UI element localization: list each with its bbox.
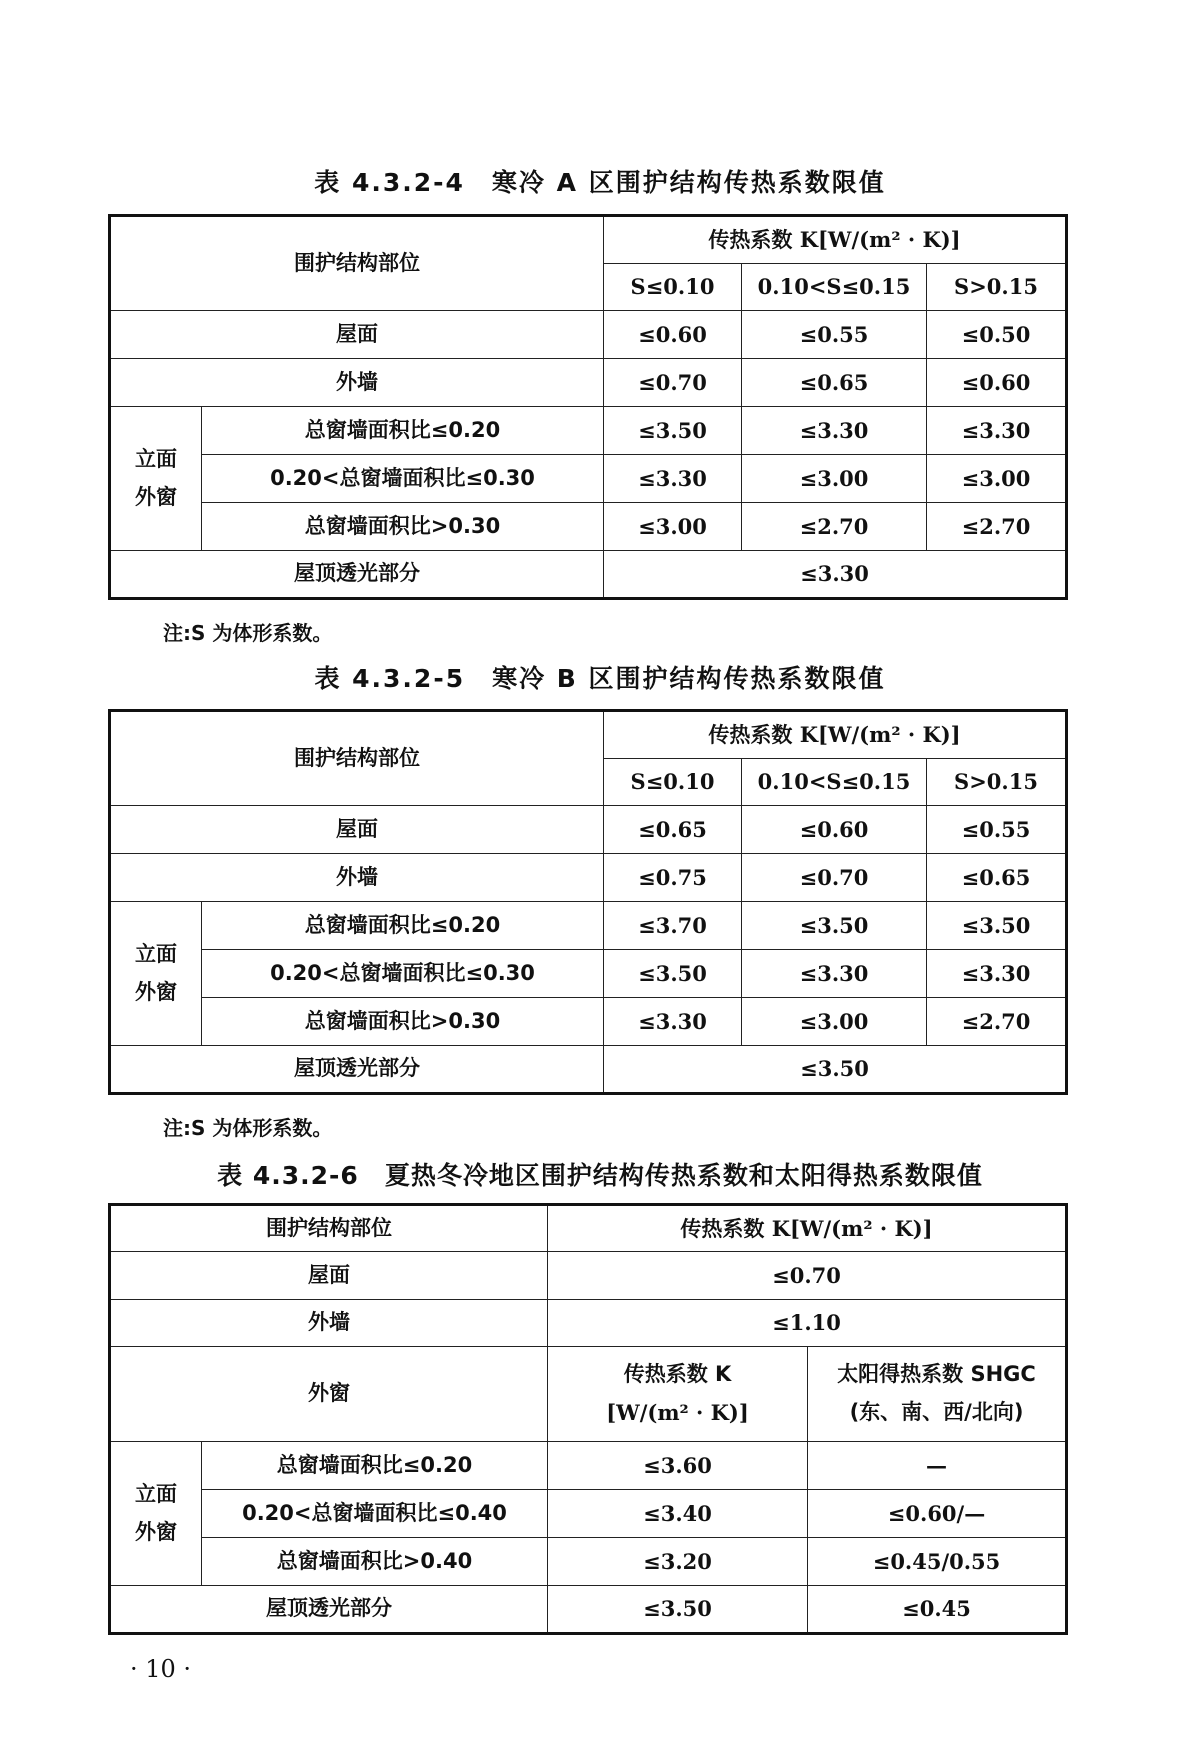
table2-k-header: 传热系数 K[W/(m² · K)]: [604, 711, 1067, 759]
table1-window-label: 总窗墙面积比≤0.20: [202, 407, 604, 455]
table3-caption: 表 4.3.2-6 夏热冬冷地区围护结构传热系数和太阳得热系数限值: [217, 1161, 983, 1190]
table1: [108, 214, 1068, 600]
table2-note: 注:S 为体形系数。: [163, 1116, 333, 1140]
table1-cell: ≤2.70: [742, 503, 927, 551]
table3-cell: ≤0.60/—: [808, 1490, 1067, 1538]
table3-roof-value: ≤0.70: [548, 1252, 1067, 1300]
table1-s-col: 0.10<S≤0.15: [742, 264, 927, 311]
table2-col-header: 围护结构部位: [110, 711, 604, 806]
table2: [108, 709, 1068, 1095]
table2-skylight-value: ≤3.50: [604, 1046, 1067, 1094]
table3-cell: ≤3.60: [548, 1442, 808, 1490]
table1-k-header: 传热系数 K[W/(m² · K)]: [604, 216, 1067, 264]
table2-cell: ≤0.55: [927, 806, 1067, 854]
table3-cell: ≤3.50: [548, 1586, 808, 1634]
table3-cell: ≤3.20: [548, 1538, 808, 1586]
table1-cell: ≤0.55: [742, 311, 927, 359]
table2-s-col: S>0.15: [927, 759, 1067, 806]
table2-cell: ≤0.75: [604, 854, 742, 902]
table3-window-row-label: 总窗墙面积比>0.40: [202, 1538, 548, 1586]
table3-window-label: 外窗: [110, 1347, 548, 1442]
table2-cell: ≤3.30: [927, 950, 1067, 998]
table3-k-subheader-line2: [W/(m² · K)]: [606, 1400, 749, 1425]
table1-cell: ≤3.00: [927, 455, 1067, 503]
table2-window-group: 立面 外窗: [110, 902, 202, 1046]
table2-wall-label: 外墙: [110, 854, 604, 902]
table2-cell: ≤2.70: [927, 998, 1067, 1046]
table3-cell: ≤0.45/0.55: [808, 1538, 1067, 1586]
table1-note: 注:S 为体形系数。: [163, 621, 333, 645]
table3-cell: —: [808, 1442, 1067, 1490]
table1-cell: ≤3.50: [604, 407, 742, 455]
table3: [108, 1203, 1068, 1635]
table1-cell: ≤3.30: [604, 455, 742, 503]
table3-cell: ≤0.45: [808, 1586, 1067, 1634]
table1-s-col: S≤0.10: [604, 264, 742, 311]
table1-window-group: 立面 外窗: [110, 407, 202, 551]
table2-cell: ≤3.30: [742, 950, 927, 998]
table1-cell: ≤0.65: [742, 359, 927, 407]
table1-cell: ≤3.30: [927, 407, 1067, 455]
table3-shgc-subheader: [808, 1347, 1067, 1442]
table3-window-group: 立面 外窗: [110, 1442, 202, 1586]
table3-shgc-subheader-line1: 太阳得热系数 SHGC: [837, 1362, 1036, 1387]
table1-col-header: 围护结构部位: [110, 216, 604, 311]
table1-cell: ≤0.50: [927, 311, 1067, 359]
table3-skylight-label: 屋顶透光部分: [110, 1586, 548, 1634]
table2-cell: ≤0.65: [927, 854, 1067, 902]
page-number: · 10 ·: [130, 1655, 192, 1683]
table2-caption: 表 4.3.2-5 寒冷 B 区围护结构传热系数限值: [314, 664, 886, 693]
table1-skylight-value: ≤3.30: [604, 551, 1067, 599]
table1-s-col: S>0.15: [927, 264, 1067, 311]
table2-window-label: 总窗墙面积比≤0.20: [202, 902, 604, 950]
table1-roof-label: 屋面: [110, 311, 604, 359]
table3-shgc-subheader-line2: (东、南、西/北向): [849, 1400, 1024, 1424]
table1-cell: ≤0.60: [604, 311, 742, 359]
table3-window-row-label: 0.20<总窗墙面积比≤0.40: [202, 1490, 548, 1538]
table2-cell: ≤0.60: [742, 806, 927, 854]
table3-k-subheader-line1: 传热系数 K: [623, 1362, 732, 1387]
table1-cell: ≤3.00: [604, 503, 742, 551]
table2-cell: ≤3.30: [604, 998, 742, 1046]
table2-cell: ≤3.50: [927, 902, 1067, 950]
table2-cell: ≤0.70: [742, 854, 927, 902]
table2-cell: ≤3.70: [604, 902, 742, 950]
table3-wall-label: 外墙: [110, 1300, 548, 1347]
table1-window-label: 0.20<总窗墙面积比≤0.30: [202, 455, 604, 503]
table3-wall-value: ≤1.10: [548, 1300, 1067, 1347]
table2-cell: ≤3.50: [604, 950, 742, 998]
table1-caption: 表 4.3.2-4 寒冷 A 区围护结构传热系数限值: [314, 168, 886, 197]
table2-window-label: 总窗墙面积比>0.30: [202, 998, 604, 1046]
table2-roof-label: 屋面: [110, 806, 604, 854]
table3-cell: ≤3.40: [548, 1490, 808, 1538]
table2-s-col: 0.10<S≤0.15: [742, 759, 927, 806]
table1-wall-label: 外墙: [110, 359, 604, 407]
table2-window-label: 0.20<总窗墙面积比≤0.30: [202, 950, 604, 998]
table2-cell: ≤3.50: [742, 902, 927, 950]
table1-cell: ≤0.60: [927, 359, 1067, 407]
table2-skylight-label: 屋顶透光部分: [110, 1046, 604, 1094]
table2-s-col: S≤0.10: [604, 759, 742, 806]
table3-window-row-label: 总窗墙面积比≤0.20: [202, 1442, 548, 1490]
table3-k-subheader: [548, 1347, 808, 1442]
table1-cell: ≤3.30: [742, 407, 927, 455]
table2-cell: ≤0.65: [604, 806, 742, 854]
table2-cell: ≤3.00: [742, 998, 927, 1046]
table1-cell: ≤2.70: [927, 503, 1067, 551]
table3-k-header: 传热系数 K[W/(m² · K)]: [548, 1205, 1067, 1252]
table1-window-label: 总窗墙面积比>0.30: [202, 503, 604, 551]
table1-cell: ≤0.70: [604, 359, 742, 407]
table1-skylight-label: 屋顶透光部分: [110, 551, 604, 599]
table3-col-header: 围护结构部位: [110, 1205, 548, 1252]
table1-cell: ≤3.00: [742, 455, 927, 503]
table3-roof-label: 屋面: [110, 1252, 548, 1300]
